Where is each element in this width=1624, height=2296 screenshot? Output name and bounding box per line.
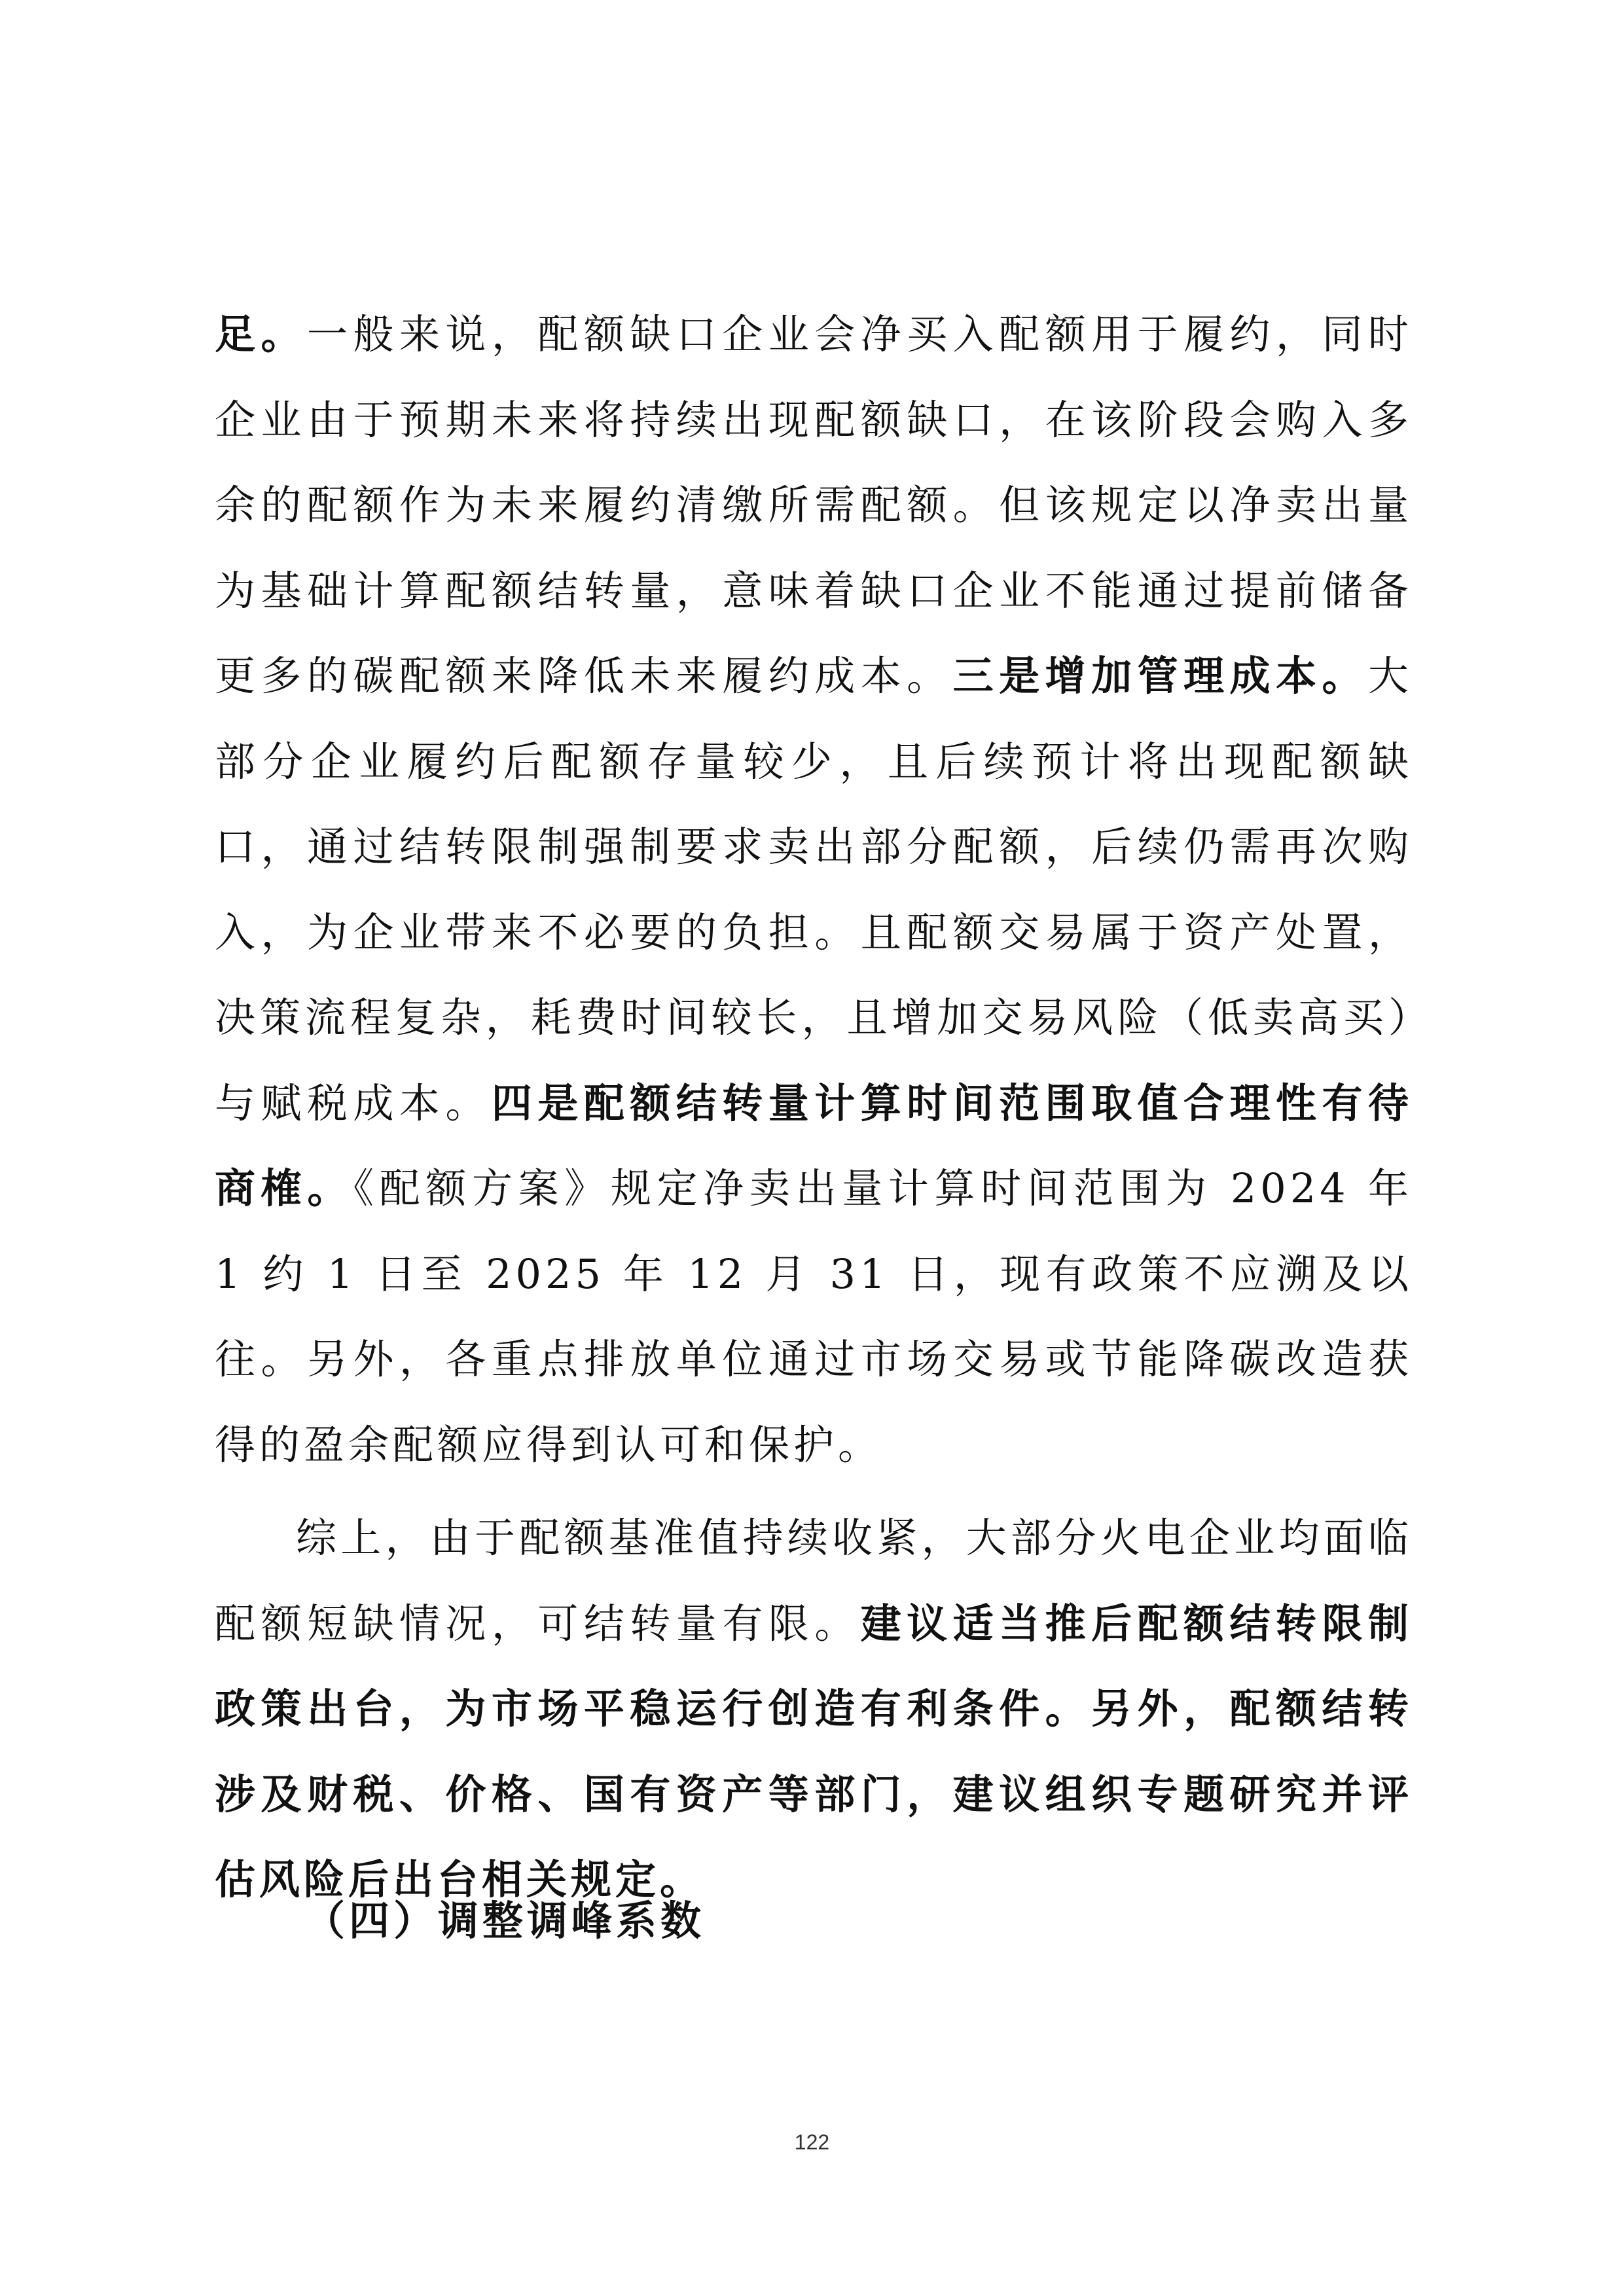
- paragraph-2: [215, 1496, 1413, 1923]
- text-run: 建议适当推后配额结转限制政策出台，为市场平稳运行创造有利条件。另外，配额结转涉及财税、价格、国有资产等部门，建议组织专题研究并评估风险后出台相关规定。: [215, 1599, 1413, 1903]
- text-run: 《配额方案》规定净卖出量计算时间范围为 2024 年 1 约 1 日至 2025 年 12 月 31 日，现有政策不应溯及以往。另外，各重点排放单位通过市场交易或节能降碳改造获得的盈余配额应得到认可和保护。: [215, 1164, 1413, 1469]
- section-heading: （四）调整调峰系数: [304, 1897, 706, 1945]
- text-run: 大部分企业履约后配额存量较少，且后续预计将出现配额缺口，通过结转限制强制要求卖出部分配额，后续仍需再次购入，为企业带来不必要的负担。且配额交易属于资产处置，决策流程复杂，耗费时间较长，且增加交易风险（低卖高买）与赋税成本。: [215, 652, 1413, 1127]
- text-run: 三是增加管理成本。: [952, 652, 1368, 700]
- paragraph-1: [215, 292, 1413, 1488]
- body-text: [215, 292, 1413, 1923]
- text-run: 综上，由于配额基准值持续收紧，大部分火电企业均面临配额短缺情况，可结转量有限。: [215, 1514, 1413, 1647]
- text-run: 足。: [215, 310, 307, 358]
- text-run: 一般来说，配额缺口企业会净买入配额用于履约，同时企业由于预期未来将持续出现配额缺口，在该阶段会购入多余的配额作为未来履约清缴所需配额。但该规定以净卖出量为基础计算配额结转量，意味着缺口企业不能通过提前储备更多的碳配额来降低未来履约成本。: [215, 310, 1413, 700]
- text-run: 四是配额结转量计算时间范围取值合理性有待商榷。: [215, 1079, 1413, 1212]
- page-number: 122: [794, 2130, 830, 2154]
